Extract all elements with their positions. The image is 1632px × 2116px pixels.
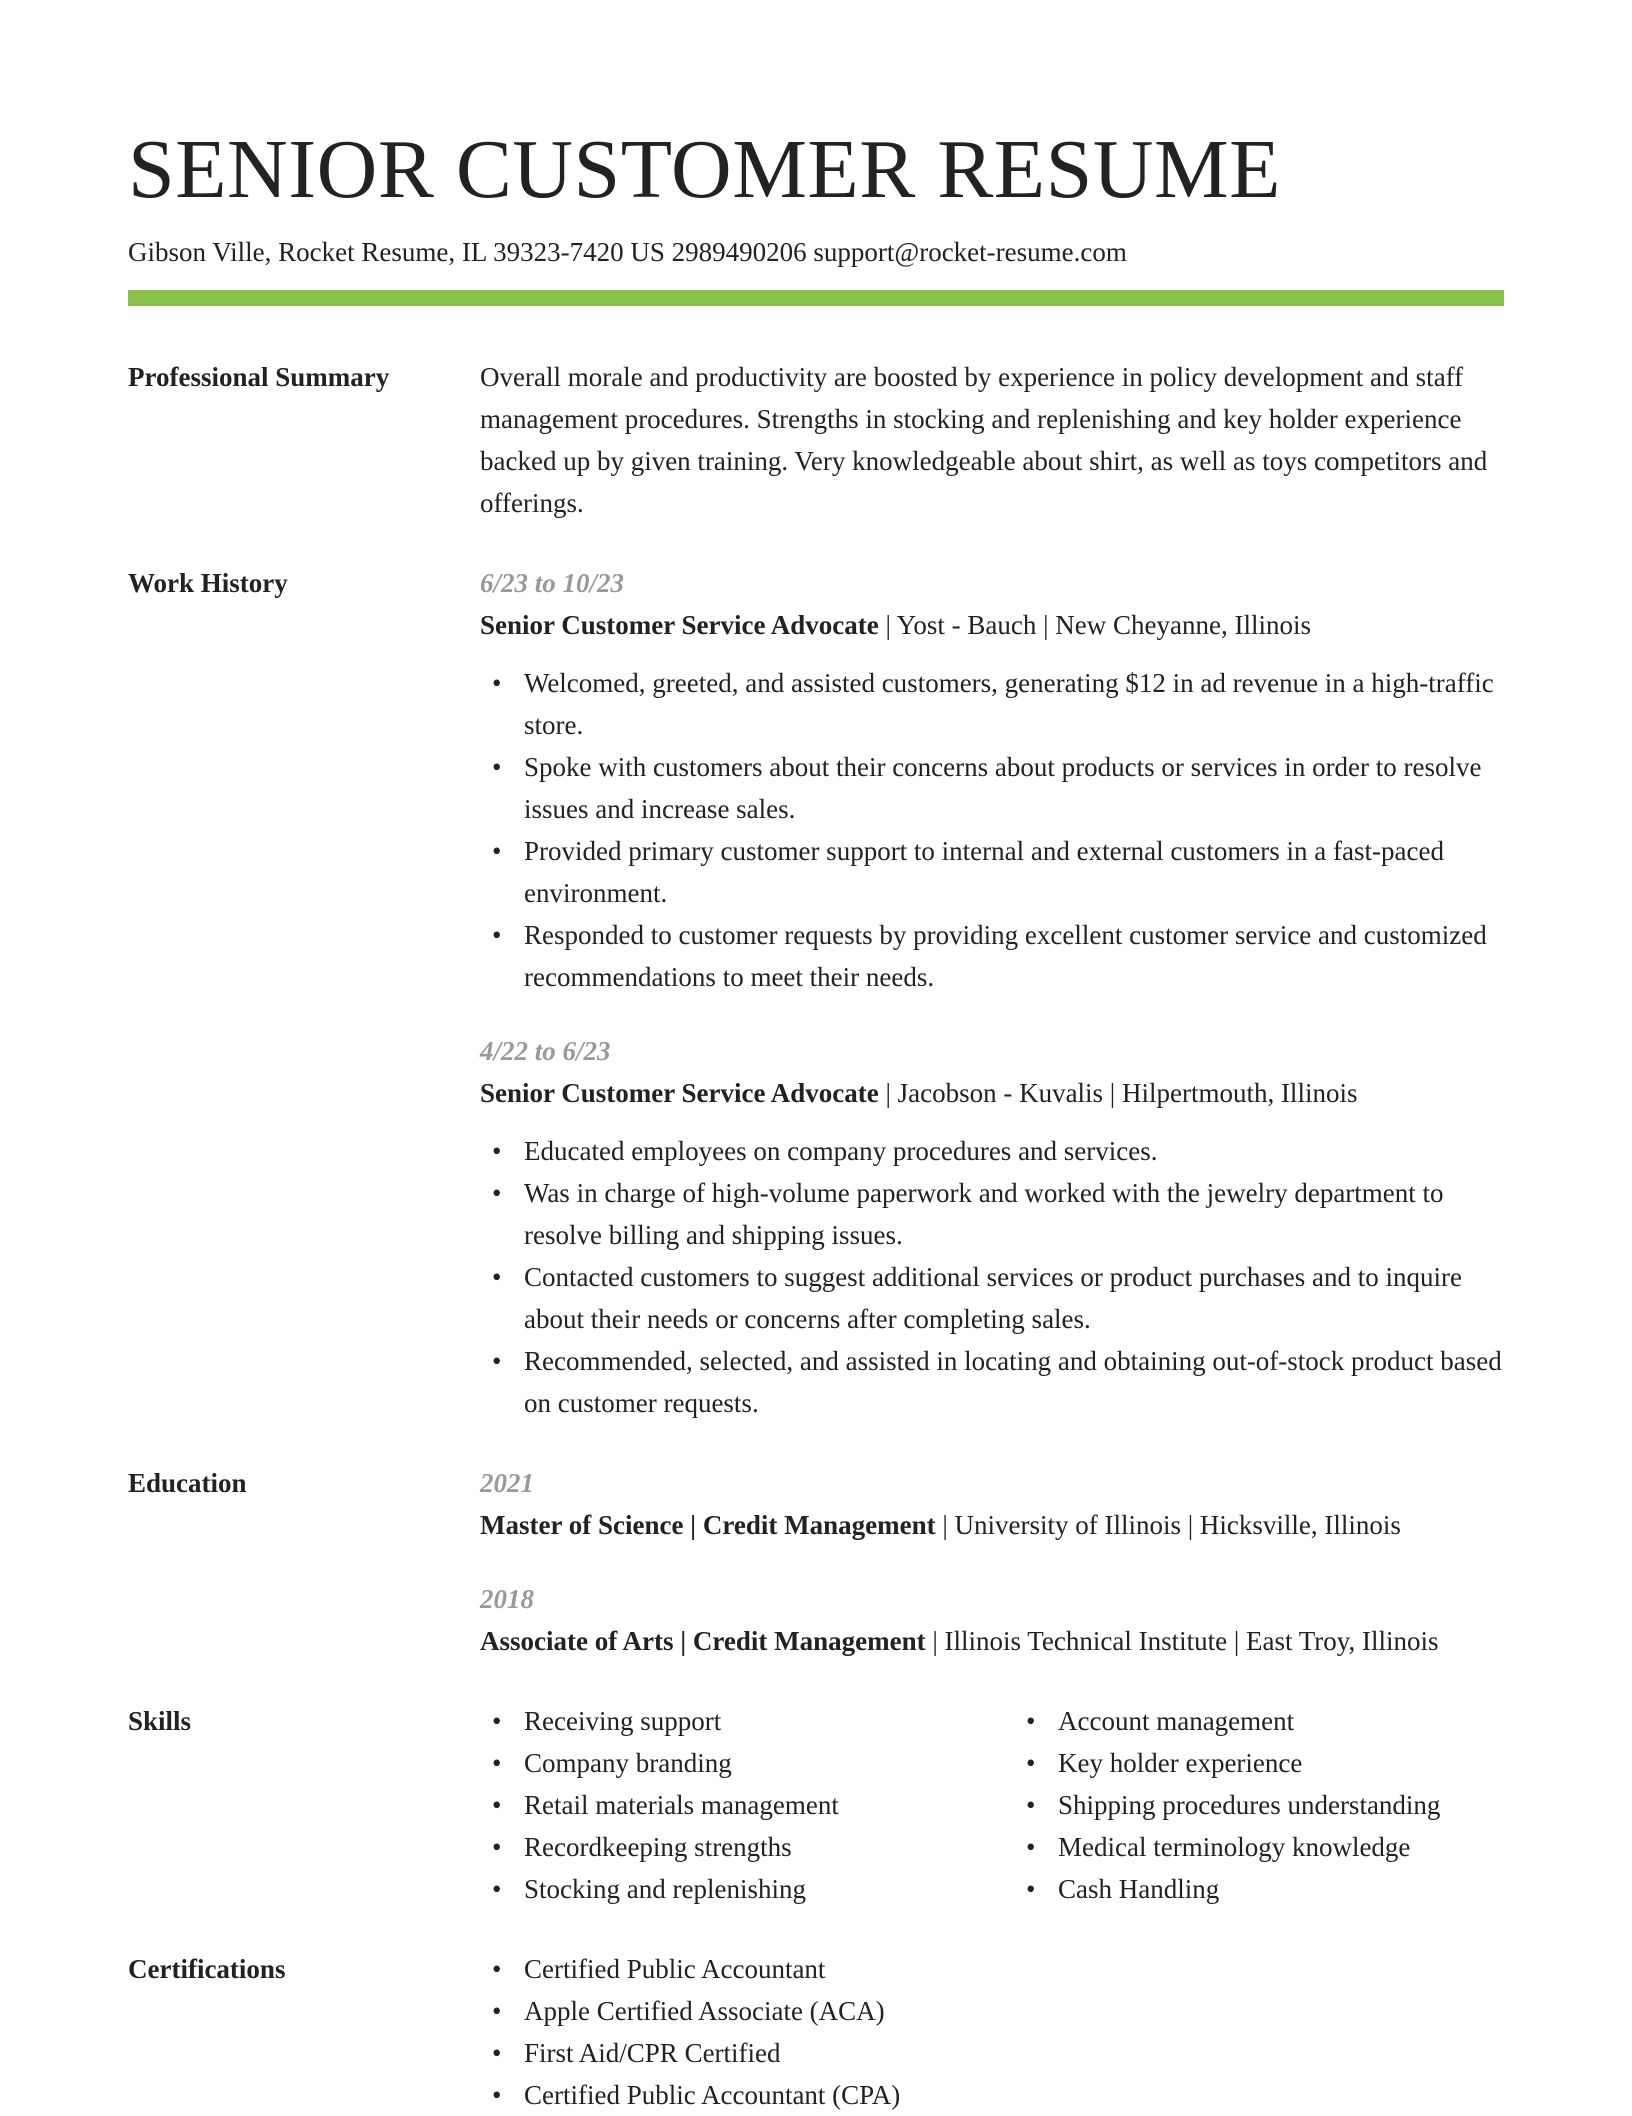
work-history-heading: Work History bbox=[128, 568, 288, 598]
list-item: • Receiving support bbox=[524, 1700, 970, 1742]
job-employer-details: | Yost - Bauch | New Cheyanne, Illinois bbox=[878, 610, 1311, 640]
job-role-line bbox=[480, 604, 1504, 646]
job-entry bbox=[480, 1030, 1504, 1424]
work-history-body bbox=[480, 562, 1504, 1424]
certifications-list bbox=[480, 1948, 1504, 2116]
summary-heading: Professional Summary bbox=[128, 362, 390, 392]
education-degree-line bbox=[480, 1504, 1504, 1546]
list-item: • Medical terminology knowledge bbox=[1058, 1826, 1504, 1868]
list-item: • Certified Public Accountant (CPA) bbox=[524, 2074, 1504, 2116]
education-entry bbox=[480, 1578, 1504, 1662]
resume-title: SENIOR CUSTOMER RESUME bbox=[128, 123, 1281, 216]
skills-body bbox=[480, 1700, 1504, 1910]
list-item: • Was in charge of high-volume paperwork and worked with the jewelry department to resolve billing and shipping issues. bbox=[524, 1172, 1504, 1256]
job-duties-list bbox=[480, 662, 1504, 998]
list-item: • Educated employees on company procedures and services. bbox=[524, 1130, 1504, 1172]
list-item: • Cash Handling bbox=[1058, 1868, 1504, 1910]
skills-list-left bbox=[480, 1700, 970, 1910]
summary-text: Overall morale and productivity are boosted by experience in policy development and staff management procedures. Strengths in stocking and replenishing and key holder experience backed up by given training. Very knowledgeable about shirt, as well as toys competitors and offerings. bbox=[480, 362, 1488, 518]
job-employer-details: | Jacobson - Kuvalis | Hilpertmouth, Illinois bbox=[878, 1078, 1358, 1108]
job-dates: 4/22 to 6/23 bbox=[480, 1036, 611, 1066]
job-title: Senior Customer Service Advocate bbox=[480, 610, 879, 640]
list-item: • Apple Certified Associate (ACA) bbox=[524, 1990, 1504, 2032]
education-degree: Associate of Arts | Credit Management bbox=[480, 1626, 926, 1656]
education-heading: Education bbox=[128, 1468, 247, 1498]
certifications-section bbox=[128, 1948, 1504, 2116]
contact-line: Gibson Ville, Rocket Resume, IL 39323-7420 US 2989490206 support@rocket-resume.com bbox=[128, 237, 1127, 267]
education-body bbox=[480, 1462, 1504, 1662]
list-item: • Shipping procedures understanding bbox=[1058, 1784, 1504, 1826]
list-item: • Responded to customer requests by providing excellent customer service and customized recommendations to meet their needs. bbox=[524, 914, 1504, 998]
job-entry bbox=[480, 562, 1504, 998]
skills-columns bbox=[480, 1700, 1504, 1910]
education-section bbox=[128, 1462, 1504, 1662]
education-year: 2021 bbox=[480, 1468, 534, 1498]
list-item: • First Aid/CPR Certified bbox=[524, 2032, 1504, 2074]
job-duties-list bbox=[480, 1130, 1504, 1424]
education-year: 2018 bbox=[480, 1584, 534, 1614]
list-item: • Provided primary customer support to internal and external customers in a fast-paced environment. bbox=[524, 830, 1504, 914]
skills-list-right bbox=[1014, 1700, 1504, 1910]
skills-heading: Skills bbox=[128, 1706, 192, 1736]
summary-section bbox=[128, 356, 1504, 524]
certifications-body bbox=[480, 1948, 1504, 2116]
education-school-details: | University of Illinois | Hicksville, Illinois bbox=[935, 1510, 1401, 1540]
list-item: • Company branding bbox=[524, 1742, 970, 1784]
skills-section bbox=[128, 1700, 1504, 1910]
list-item: • Welcomed, greeted, and assisted customers, generating $12 in ad revenue in a high-traffic store. bbox=[524, 662, 1504, 746]
education-degree: Master of Science | Credit Management bbox=[480, 1510, 936, 1540]
list-item: • Stocking and replenishing bbox=[524, 1868, 970, 1910]
list-item: • Contacted customers to suggest additional services or product purchases and to inquire about their needs or concerns after completing sales. bbox=[524, 1256, 1504, 1340]
list-item: • Account management bbox=[1058, 1700, 1504, 1742]
list-item: • Key holder experience bbox=[1058, 1742, 1504, 1784]
education-degree-line bbox=[480, 1620, 1504, 1662]
job-dates: 6/23 to 10/23 bbox=[480, 568, 625, 598]
list-item: • Recordkeeping strengths bbox=[524, 1826, 970, 1868]
education-school-details: | Illinois Technical Institute | East Troy, Illinois bbox=[925, 1626, 1439, 1656]
job-title: Senior Customer Service Advocate bbox=[480, 1078, 879, 1108]
list-item: • Retail materials management bbox=[524, 1784, 970, 1826]
education-entry bbox=[480, 1462, 1504, 1546]
list-item: • Certified Public Accountant bbox=[524, 1948, 1504, 1990]
job-role-line bbox=[480, 1072, 1504, 1114]
list-item: • Spoke with customers about their concerns about products or services in order to resolve issues and increase sales. bbox=[524, 746, 1504, 830]
resume-page bbox=[128, 0, 1504, 2116]
certifications-heading: Certifications bbox=[128, 1954, 286, 1984]
list-item: • Recommended, selected, and assisted in locating and obtaining out-of-stock product based on customer requests. bbox=[524, 1340, 1504, 1424]
work-history-section bbox=[128, 562, 1504, 1424]
accent-divider bbox=[128, 290, 1504, 306]
